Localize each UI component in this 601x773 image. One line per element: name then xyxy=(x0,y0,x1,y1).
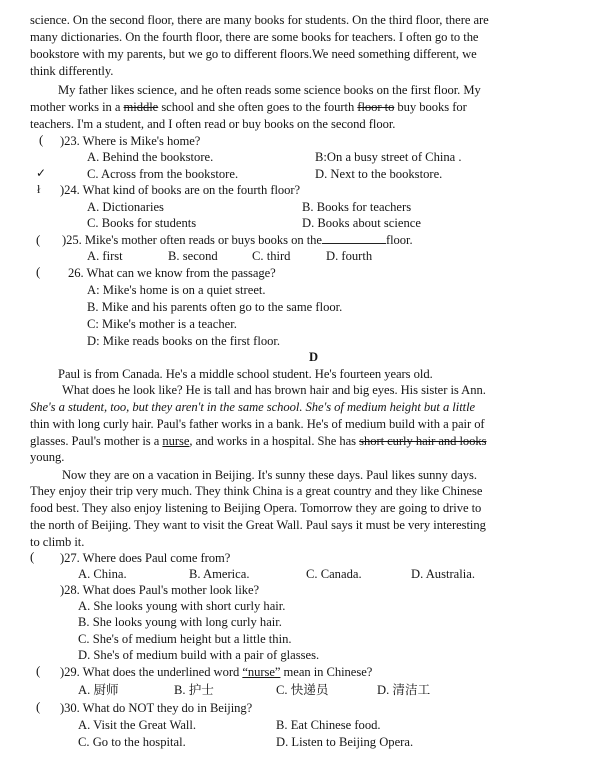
q23-option-b[interactable]: B:On a busy street of China . xyxy=(315,150,462,164)
q29-option-a[interactable]: A. 厨师 xyxy=(78,683,119,697)
check-mark: ✓ xyxy=(36,166,47,180)
q27-option-a[interactable]: A. China. xyxy=(78,567,127,581)
q25-option-c[interactable]: C. third xyxy=(252,249,291,263)
line5-part-c: , and works in a xyxy=(189,434,272,448)
q28-option-a[interactable]: A. She looks young with short curly hair. xyxy=(78,599,286,613)
line6-part-d: floor to xyxy=(357,100,395,114)
line6-part-b: middle xyxy=(123,100,159,114)
q29-underlined-word: “nurse” xyxy=(242,665,281,679)
passage-c-line-3: bookstore with my parents, but we go to different floors.We need something different, we xyxy=(30,47,477,61)
answer-bracket-23[interactable]: ( xyxy=(39,132,44,147)
passage-c-line-2: many dictionaries. On the fourth floor, there are some books for teachers. I often go to the xyxy=(30,30,479,44)
question-29-stem xyxy=(60,664,372,680)
passage-d-line-7: Now they are on a vacation in Beijing. It's sunny these days. Paul likes sunny days. xyxy=(62,468,477,482)
passage-d-line-9: food best. They also enjoy listening to Beijing Opera. Tomorrow they are going to drive to xyxy=(30,501,482,515)
q23-option-c[interactable]: C. Across from the bookstore. xyxy=(87,167,239,181)
underlined-word-nurse: nurse xyxy=(162,434,190,448)
line5-part-a: glasses. Paul's mother is a xyxy=(30,434,163,448)
question-30-stem: )30. What do NOT they do in Beijing? xyxy=(60,701,253,715)
q26-option-d[interactable]: D: Mike reads books on the first floor. xyxy=(87,334,281,348)
q30-option-d[interactable]: D. Listen to Beijing Opera. xyxy=(276,735,414,749)
line6-part-e: buy books for xyxy=(394,100,467,114)
answer-bracket-29[interactable]: ( xyxy=(36,663,41,678)
q30-option-b[interactable]: B. Eat Chinese food. xyxy=(276,718,381,732)
q24-option-b[interactable]: B. Books for teachers xyxy=(302,200,412,214)
answer-bracket-27[interactable]: ( xyxy=(30,549,35,564)
passage-c-line-1: science. On the second floor, there are many books for students. On the third floor, there are xyxy=(30,13,489,27)
line6-part-c: school and she often goes to the fourth xyxy=(158,100,358,114)
passage-d-line-6: young. xyxy=(30,450,65,464)
q28-option-c[interactable]: C. She's of medium height but a little thin. xyxy=(78,632,292,646)
q24-option-a[interactable]: A. Dictionaries xyxy=(87,200,164,214)
q29-option-b[interactable]: B. 护士 xyxy=(174,683,214,697)
q28-option-d[interactable]: D. She's of medium build with a pair of glasses. xyxy=(78,648,320,662)
passage-d-line-3: She's a student, too, but they aren't in the same school. She's of medium height but a little xyxy=(30,400,476,414)
section-label-d: D xyxy=(309,350,319,364)
q29-option-d[interactable]: D. 清洁工 xyxy=(377,683,431,697)
passage-c-line-4: think differently. xyxy=(30,64,114,78)
q27-option-b[interactable]: B. America. xyxy=(189,567,250,581)
question-23-stem: )23. Where is Mike's home? xyxy=(60,134,201,148)
q23-option-d[interactable]: D. Next to the bookstore. xyxy=(315,167,443,181)
q25-option-a[interactable]: A. first xyxy=(87,249,123,263)
margin-mark: ł xyxy=(37,182,41,196)
question-28-stem: )28. What does Paul's mother look like? xyxy=(60,583,260,597)
q23-option-a[interactable]: A. Behind the bookstore. xyxy=(87,150,214,164)
q30-option-c[interactable]: C. Go to the hospital. xyxy=(78,735,186,749)
question-25-stem xyxy=(62,232,413,248)
q27-option-d[interactable]: D. Australia. xyxy=(411,567,476,581)
passage-d-line-11: to climb it. xyxy=(30,535,85,549)
passage-c-line-5: My father likes science, and he often reads some science books on the first floor. My xyxy=(58,83,481,97)
passage-c-line-7: teachers. I'm a student, and I often read or buy books on the second floor. xyxy=(30,117,396,131)
question-26-stem: 26. What can we know from the passage? xyxy=(68,266,276,280)
q28-option-b[interactable]: B. She looks young with long curly hair. xyxy=(78,615,282,629)
q30-option-a[interactable]: A. Visit the Great Wall. xyxy=(78,718,197,732)
q26-option-b[interactable]: B. Mike and his parents often go to the same floor. xyxy=(87,300,343,314)
passage-d-line-4: thin with long curly hair. Paul's father works in a bank. He's of medium build with a pair of xyxy=(30,417,485,431)
passage-d-line-5 xyxy=(30,433,487,449)
q26-option-a[interactable]: A: Mike's home is on a quiet street. xyxy=(87,283,266,297)
q25-blank[interactable] xyxy=(322,233,386,244)
answer-bracket-30[interactable]: ( xyxy=(36,699,41,714)
passage-d-line-10: the north of Beijing. They want to visit the Great Wall. Paul says it must be very interesting xyxy=(30,518,486,532)
passage-d-line-8: They enjoy their trip very much. They think China is a great country and they like Chinese xyxy=(30,484,483,498)
line6-part-a: mother works in a xyxy=(30,100,124,114)
answer-bracket-25[interactable]: ( xyxy=(36,232,41,247)
question-24-stem: )24. What kind of books are on the fourth floor? xyxy=(60,183,301,197)
line5-part-d: hospital xyxy=(271,434,312,448)
q29-stem-a: )29. What does the underlined word xyxy=(60,665,243,679)
q25-option-d[interactable]: D. fourth xyxy=(326,249,373,263)
q24-option-c[interactable]: C. Books for students xyxy=(87,216,197,230)
q29-stem-b: mean in Chinese? xyxy=(280,665,373,679)
q25-stem-text: )25. Mike's mother often reads or buys books on the xyxy=(62,233,322,247)
q29-option-c[interactable]: C. 快递员 xyxy=(276,683,329,697)
q24-option-d[interactable]: D. Books about science xyxy=(302,216,421,230)
passage-d-line-2: What does he look like? He is tall and has brown hair and big eyes. His sister is Ann. xyxy=(62,383,486,397)
line5-part-f: short curly hair and looks xyxy=(359,434,487,448)
q25-stem-end: floor. xyxy=(385,233,413,247)
answer-bracket-26[interactable]: ( xyxy=(36,264,41,279)
passage-d-line-1: Paul is from Canada. He's a middle school student. He's fourteen years old. xyxy=(58,367,433,381)
line5-part-e: . She has xyxy=(311,434,360,448)
q27-option-c[interactable]: C. Canada. xyxy=(306,567,362,581)
question-27-stem: )27. Where does Paul come from? xyxy=(60,551,231,565)
passage-c-line-6 xyxy=(30,99,467,115)
q25-option-b[interactable]: B. second xyxy=(168,249,218,263)
q26-option-c[interactable]: C: Mike's mother is a teacher. xyxy=(87,317,237,331)
